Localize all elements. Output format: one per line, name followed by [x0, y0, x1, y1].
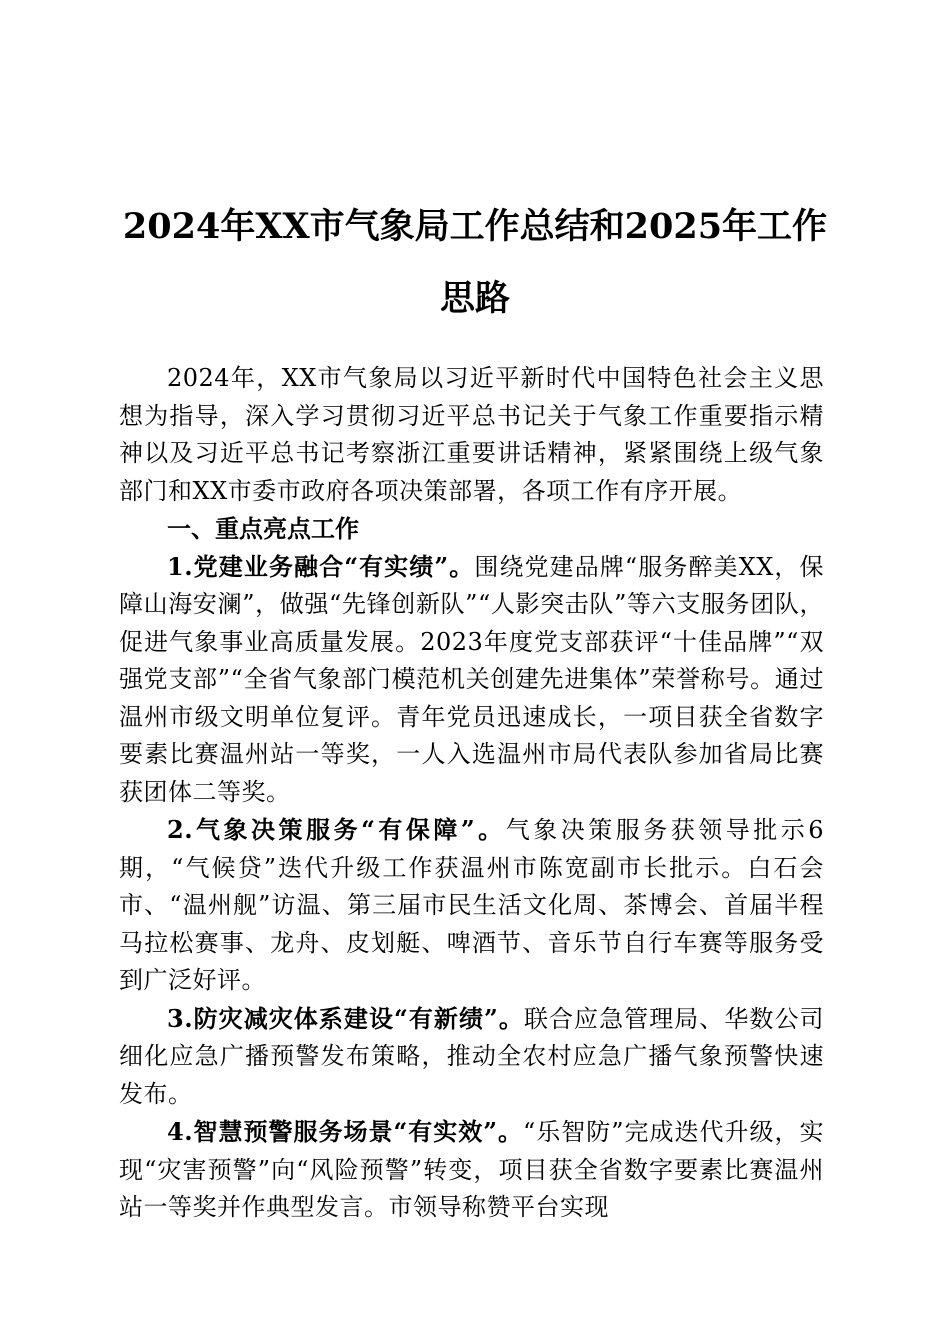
item-lead-2: 2.气象决策服务“有保障”。	[167, 815, 506, 844]
item-lead-4: 4.智慧预警服务场景“有实效”。	[167, 1117, 524, 1146]
item-text-4: “乐智防”完成迭代升级，实现“灾害预警”向“风险预警”转变，项目获全省数字要素比赛温州站一等奖并作典型发言。市领导称赞平台实现	[119, 1118, 824, 1221]
item-paragraph-1	[119, 548, 824, 812]
section-heading: 一、重点亮点工作	[167, 514, 359, 543]
item-paragraph-2	[119, 811, 824, 1000]
title-line-1: 2024年XX市气象局工作总结和2025年工作	[122, 206, 828, 248]
document-title	[120, 191, 830, 335]
item-paragraph-4	[119, 1113, 824, 1227]
item-text-2: 气象决策服务获领导批示6期，“气候贷”迭代升级工作获温州市陈宽副市长批示。白石会市、“温州舰”访温、第三届市民生活文化周、茶博会、首届半程马拉松赛事、龙舟、皮划艇、啤酒节、音乐节自行车赛等服务受到广泛好评。	[119, 816, 824, 994]
item-paragraph-3	[119, 1000, 824, 1114]
document-body	[119, 360, 824, 1227]
title-line-2: 思路	[439, 278, 510, 320]
item-text-3: 联合应急管理局、华数公司细化应急广播预警发布策略，推动全农村应急广播气象预警快速发布。	[119, 1004, 824, 1108]
item-text-1: 围绕党建品牌“服务醉美XX，保障山海安澜”，做强“先锋创新队”“人影突击队”等六支服务团队，促进气象事业高质量发展。2023年度党支部获评“十佳品牌”“双强党支部”“全省气象部门模范机关创建先进集体”荣誉称号。通过温州市级文明单位复评。青年党员迅速成长，一项目获全省数字要素比赛温州站一等奖，一人入选温州市局代表队参加省局比赛获团体二等奖。	[119, 552, 824, 806]
intro-paragraph: 2024年，XX市气象局以习近平新时代中国特色社会主义思想为指导，深入学习贯彻习近平总书记关于气象工作重要指示精神以及习近平总书记考察浙江重要讲话精神，紧紧围绕上级气象部门和XX市委市政府各项决策部署，各项工作有序开展。	[119, 364, 824, 505]
item-lead-1: 1.党建业务融合“有实绩”。	[167, 551, 475, 581]
item-lead-3: 3.防灾减灾体系建设“有新绩”。	[167, 1003, 524, 1033]
